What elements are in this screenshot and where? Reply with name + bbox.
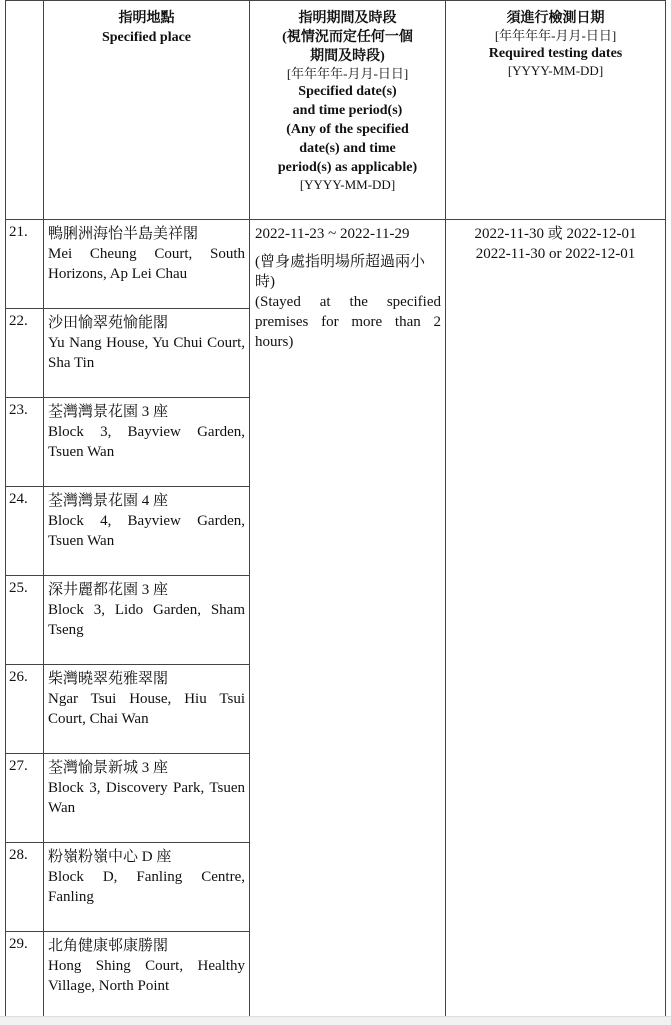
header-period-zh-1: 指明期間及時段 <box>298 11 397 26</box>
row-number: 25. <box>6 576 44 665</box>
header-period-en-1: Specified date(s) <box>298 84 397 99</box>
place-name-en: Block 3, Lido Garden, Sham Tseng <box>48 602 245 638</box>
header-period-en-4: date(s) and time <box>299 141 396 156</box>
header-dates-zh: 須進行檢測日期 <box>506 11 605 26</box>
place-name-zh: 沙田愉翠苑愉能閣 <box>48 315 169 331</box>
place-name-zh: 荃灣灣景花園 4 座 <box>48 493 169 509</box>
header-period-format-en: [YYYY-MM-DD] <box>299 177 396 192</box>
row-number: 28. <box>6 843 44 932</box>
place-cell <box>44 754 250 843</box>
specified-places-table <box>5 0 666 1022</box>
row-number: 26. <box>6 665 44 754</box>
period-note-zh: (曾身處指明場所超過兩小時) <box>255 254 425 290</box>
header-dates-format-zh: [年年年年-月月-日日] <box>494 28 617 43</box>
period-cell <box>250 220 446 1022</box>
period-note-en: (Stayed at the specified premises for more than 2 hours) <box>255 294 441 350</box>
header-period-zh-2: (視情況而定任何一個 <box>282 30 413 45</box>
table-header-row <box>6 1 666 220</box>
header-period-en-2: and time period(s) <box>292 103 403 118</box>
place-name-zh: 深井麗都花園 3 座 <box>48 582 169 598</box>
header-place-zh: 指明地點 <box>118 11 175 26</box>
header-dates-format-en: [YYYY-MM-DD] <box>507 63 604 78</box>
header-period-en-5: period(s) as applicable) <box>277 160 418 175</box>
testing-dates-cell <box>446 220 666 1022</box>
testing-dates-zh: 2022-11-30 或 2022-12-01 <box>474 226 637 242</box>
place-cell <box>44 398 250 487</box>
table-row <box>6 220 666 309</box>
place-cell <box>44 576 250 665</box>
place-name-en: Ngar Tsui House, Hiu Tsui Court, Chai Wan <box>48 691 245 727</box>
place-name-en: Block D, Fanling Centre, Fanling <box>48 869 245 905</box>
header-place-en: Specified place <box>101 30 192 45</box>
row-number: 24. <box>6 487 44 576</box>
row-number: 21. <box>6 220 44 309</box>
place-name-zh: 荃灣灣景花園 3 座 <box>48 404 169 420</box>
header-period-zh-3: 期間及時段) <box>310 49 385 64</box>
place-name-zh: 荃灣愉景新城 3 座 <box>48 760 169 776</box>
place-cell <box>44 309 250 398</box>
place-name-en: Mei Cheung Court, South Horizons, Ap Lei Chau <box>48 246 245 282</box>
place-name-en: Block 3, Bayview Garden, Tsuen Wan <box>48 424 245 460</box>
place-cell <box>44 843 250 932</box>
header-period-en-3: (Any of the specified <box>286 122 409 137</box>
place-cell <box>44 932 250 1022</box>
place-name-zh: 北角健康邨康勝閣 <box>48 938 169 954</box>
place-name-en: Block 4, Bayview Garden, Tsuen Wan <box>48 513 245 549</box>
header-dates <box>446 1 666 220</box>
header-num <box>6 1 44 220</box>
place-name-en: Block 3, Discovery Park, Tsuen Wan <box>48 780 245 816</box>
row-number: 29. <box>6 932 44 1022</box>
place-name-zh: 鴨脷洲海怡半島美祥閣 <box>48 226 199 242</box>
place-cell <box>44 665 250 754</box>
place-name-zh: 粉嶺粉嶺中心 D 座 <box>48 849 172 865</box>
row-number: 27. <box>6 754 44 843</box>
row-number: 22. <box>6 309 44 398</box>
header-period-format-zh: [年年年年-月月-日日] <box>286 66 409 81</box>
header-place <box>44 1 250 220</box>
header-period <box>250 1 446 220</box>
place-cell <box>44 220 250 309</box>
row-number: 23. <box>6 398 44 487</box>
place-cell <box>44 487 250 576</box>
place-name-en: Yu Nang House, Yu Chui Court, Sha Tin <box>48 335 245 371</box>
testing-dates-en: 2022-11-30 or 2022-12-01 <box>475 246 636 262</box>
header-dates-en: Required testing dates <box>488 46 623 61</box>
place-name-zh: 柴灣曉翠苑雅翠閣 <box>48 671 169 687</box>
period-range: 2022-11-23 ~ 2022-11-29 <box>255 226 410 242</box>
place-name-en: Hong Shing Court, Healthy Village, North Point <box>48 958 245 994</box>
